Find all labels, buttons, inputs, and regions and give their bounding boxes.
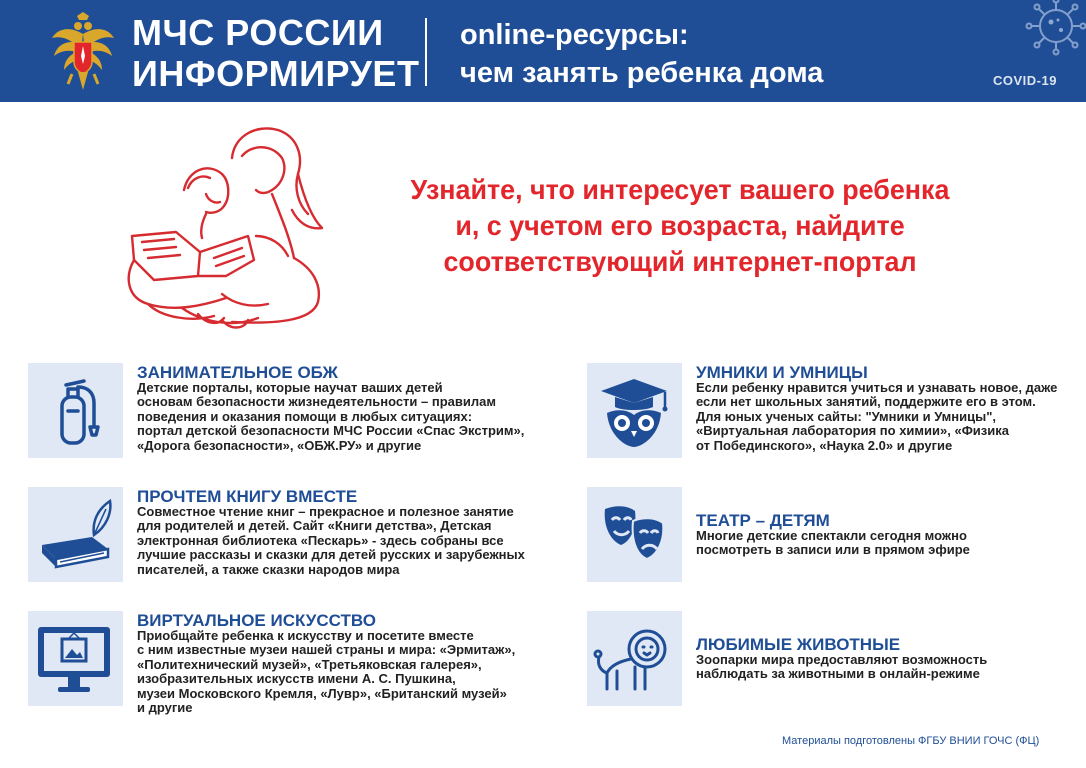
org-title-line2: ИНФОРМИРУЕТ <box>132 53 420 94</box>
card-line: Для юных ученых сайты: "Умники и Умницы", <box>696 408 996 424</box>
card-reading <box>28 487 548 587</box>
card-icon-tile <box>28 487 123 582</box>
lead-line2: и, с учетом его возраста, найдите <box>455 210 905 241</box>
card-description <box>696 529 1086 558</box>
org-title <box>132 12 419 94</box>
card-line: посмотреть в записи или в прямом эфире <box>696 542 970 558</box>
fire-extinguisher-icon <box>28 363 123 458</box>
card-line: основам безопасности жизнедеятельности – правилам <box>137 394 496 410</box>
theatre-masks-icon <box>587 487 682 582</box>
card-line: писателей, а также сказки народов мира <box>137 561 400 577</box>
footer-credit: Материалы подготовлены ФГБУ ВНИИ ГОЧС (ФЦ) <box>782 735 1040 747</box>
card-line: Детские порталы, которые научат ваших детей <box>137 380 443 395</box>
monitor-picture-icon <box>28 611 123 706</box>
card-title: ПРОЧТЕМ КНИГУ ВМЕСТЕ <box>137 487 358 506</box>
card-line: изобразительных искусств имени А. С. Пушкина, <box>137 671 456 687</box>
card-smart-kids <box>587 363 1086 463</box>
card-icon-tile <box>28 363 123 458</box>
card-line: Зоопарки мира предоставляют возможность <box>696 652 988 667</box>
card-description <box>137 381 567 453</box>
card-animals <box>587 611 1086 711</box>
card-description <box>696 381 1086 453</box>
card-icon-tile <box>587 487 682 582</box>
virus-icon <box>1020 0 1086 64</box>
card-line: и другие <box>137 700 193 716</box>
card-line: электронная библиотека «Пескарь» - здесь собраны все <box>137 532 504 548</box>
mchs-emblem-icon <box>50 12 116 92</box>
card-line: наблюдать за животными в онлайн-режиме <box>696 666 980 682</box>
card-title: ЛЮБИМЫЕ ЖИВОТНЫЕ <box>696 635 901 654</box>
card-line: Приобщайте ребенка к искусству и посетите вместе <box>137 628 474 643</box>
book-quill-icon <box>28 487 123 582</box>
card-icon-tile <box>587 611 682 706</box>
card-line: с ним известные музеи нашей страны и мира: «Эрмитаж», <box>137 642 516 658</box>
card-theatre <box>587 487 1086 587</box>
card-title: УМНИКИ И УМНИЦЫ <box>696 363 868 382</box>
mother-child-reading-illustration <box>122 118 337 343</box>
covid-badge: COVID-19 <box>993 73 1057 88</box>
card-line: поведения и оказания помощи в любых ситуациях: <box>137 408 473 424</box>
topic-title-line1: online-ресурсы: <box>460 19 689 51</box>
card-icon-tile <box>587 363 682 458</box>
topic-title <box>460 16 823 92</box>
header-divider <box>425 18 427 86</box>
lead-text <box>373 172 987 280</box>
card-description <box>137 505 567 577</box>
card-line: если нет школьных занятий, поддержите его в этом. <box>696 394 1036 410</box>
card-line: Совместное чтение книг – прекрасное и полезное занятие <box>137 504 514 519</box>
card-line: лучшие рассказы и сказки для детей русских и зарубежных <box>137 547 525 563</box>
card-line: Многие детские спектакли сегодня можно <box>696 528 967 543</box>
card-line: портал детской безопасности МЧС России «Спас Экстрим», <box>137 423 525 439</box>
card-description <box>696 653 1086 682</box>
card-line: от Побединского», «Наука 2.0» и другие <box>696 437 953 453</box>
card-line: Если ребенку нравится учиться и узнавать новое, даже <box>696 380 1058 395</box>
card-line: «Дорога безопасности», «ОБЖ.РУ» и другие <box>137 437 422 453</box>
lion-icon <box>587 611 682 706</box>
card-title: ВИРТУАЛЬНОЕ ИСКУССТВО <box>137 611 376 630</box>
card-icon-tile <box>28 611 123 706</box>
card-line: «Политехнический музей», «Третьяковская галерея», <box>137 656 482 672</box>
header-banner <box>0 0 1086 102</box>
card-art <box>28 611 548 716</box>
card-title: ТЕАТР – ДЕТЯМ <box>696 511 830 530</box>
owl-graduation-cap-icon <box>587 363 682 458</box>
topic-title-line2: чем занять ребенка дома <box>460 57 824 89</box>
card-line: музеи Московского Кремля, «Лувр», «Британский музей» <box>137 685 507 701</box>
card-safety <box>28 363 548 463</box>
org-title-line1: МЧС РОССИИ <box>132 12 384 53</box>
lead-line1: Узнайте, что интересует вашего ребенка <box>410 174 950 205</box>
card-title: ЗАНИМАТЕЛЬНОЕ ОБЖ <box>137 363 338 382</box>
card-line: для родителей и детей. Сайт «Книги детства», Детская <box>137 518 492 534</box>
card-line: «Виртуальная лаборатория по химии», «Физика <box>696 423 1009 439</box>
card-description <box>137 629 567 715</box>
lead-line3: соответствующий интернет-портал <box>443 246 917 277</box>
